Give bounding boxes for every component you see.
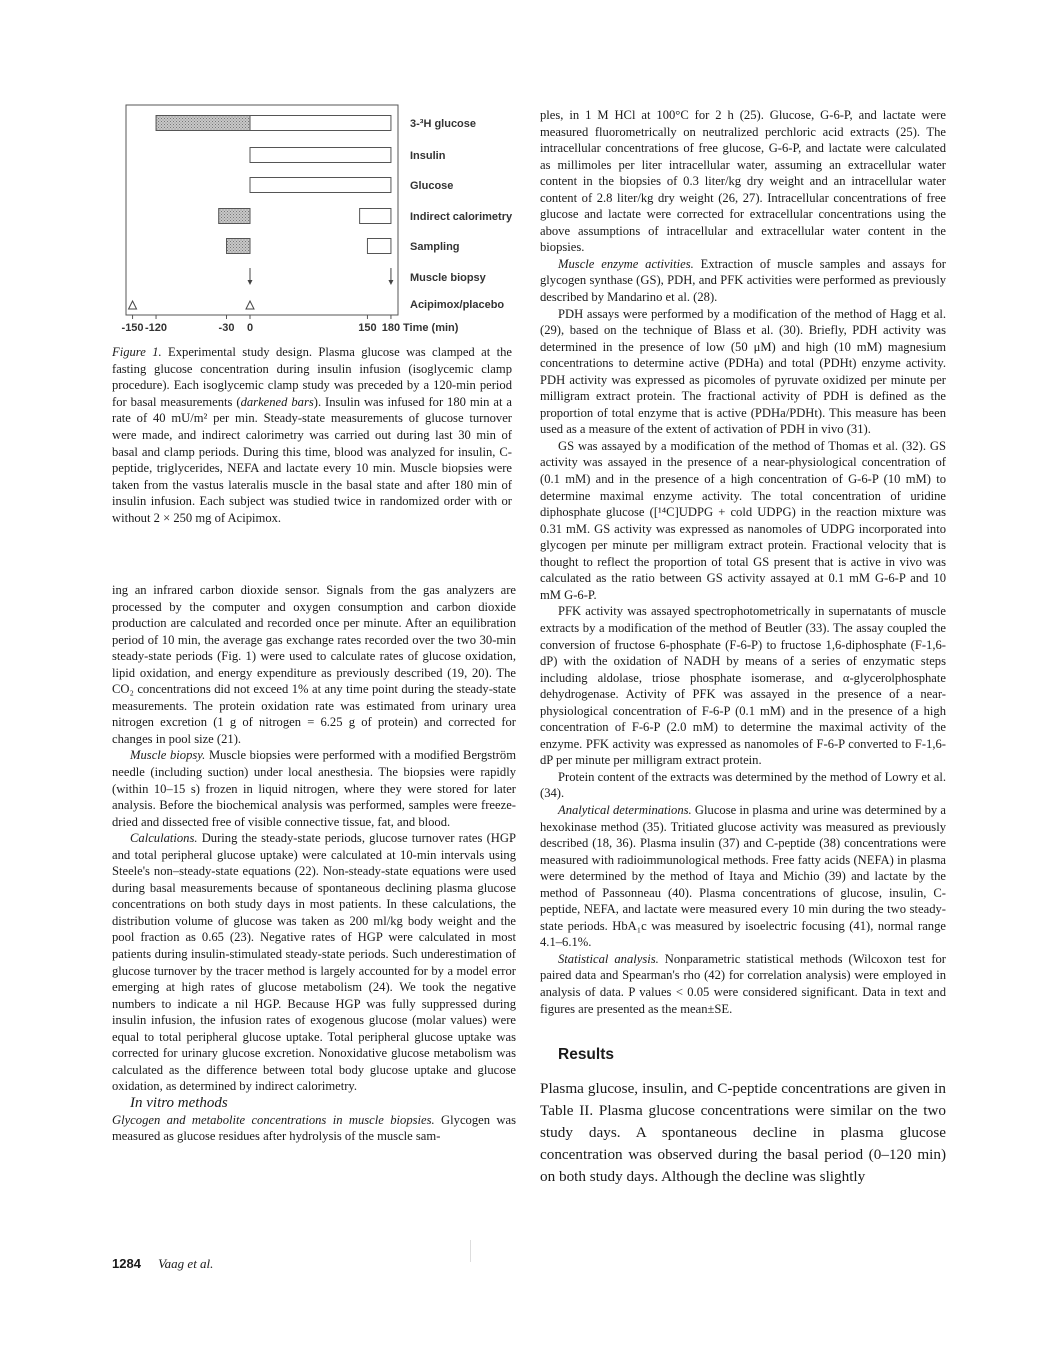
caption-italic: darkened bars <box>240 394 314 409</box>
page-number: 1284 <box>112 1256 141 1271</box>
basal-period-bar <box>156 116 250 131</box>
runin-heading: Muscle enzyme activities. <box>558 256 694 271</box>
clamp-period-bar <box>367 239 390 254</box>
runin-heading: Glycogen and metabolite concentrations in muscle biopsies. <box>112 1112 435 1127</box>
row-label: Acipimox/placebo <box>410 299 505 311</box>
axis-tick-label: 150 <box>358 322 377 334</box>
runin-heading: Calculations. <box>130 831 198 846</box>
paragraph-text: Extraction of muscle samples and assays for glycogen synthase (GS), PDH, and PFK activities were performed as previously described by Mandarino et al. (28). <box>540 256 946 305</box>
paragraph-glycogen <box>112 1112 516 1145</box>
running-authors: Vaag et al. <box>158 1256 214 1271</box>
paragraph-statistics <box>540 951 946 1017</box>
runin-heading: Analytical determinations. <box>558 802 692 817</box>
right-column <box>540 107 946 1188</box>
clamp-period-bar <box>360 209 391 224</box>
paragraph-analytical <box>540 802 946 951</box>
row-label: Sampling <box>410 241 460 253</box>
paragraph-pdh: PDH assays were performed by a modification of the method of Hagg et al. (29), based on the technique of Blass et al. (30). Briefly, PDH activity was determined in the presence of low (50 μM) and high (10 mM) magnesium concentrations to determine active (PDHa) and total (PDHt) enzyme activity. PDH activity was expressed as picomoles of pyruvate oxidized per minute per milligram extract protein. The fractional activity of PDH is defined as the proportion of total enzyme that is active (PDHa/PDHt). This measure has been used as a measure of the extent of activation of PDH in vivo (31). <box>540 306 946 437</box>
paragraph-text: Muscle biopsies were performed with a modified Bergström needle (including suction) under local anesthesia. The biopsies were rapidly (within 10–15 s) frozen in liquid nitrogen, where they were stored for later analysis. Before the biochemical analysis was performed, samples were freeze-dried and dissected free of visible connective tissue, fat, and blood. <box>112 748 516 829</box>
caption-text-2: ). Insulin was infused for 180 min at a rate of 40 mU/m² per min. Steady-state measurements of glucose turnover were made, and indirect calorimetry was carried out during last 30 min of basal and clamp periods. During this time, blood was analyzed for insulin, C-peptide, triglycerides, NEFA and lactate every 10 min. Muscle biopsies were taken from the vastus lateralis muscle in the basal state and after 180 min of insulin infusion. Each subject was studied twice in randomized order with or without 2 × 250 mg of Acipimox. <box>112 394 512 525</box>
axis-tick-label: -150 <box>121 322 144 334</box>
row-label: Insulin <box>410 150 446 162</box>
paragraph-results: Plasma glucose, insulin, and C-peptide concentrations are given in Table II. Plasma glucose concentrations were similar on the two study days. A spontaneous decline in plasma glucose concentration was observed during the basal period (0–120 min) on both study days. Although the decline was slightly <box>540 1079 946 1185</box>
page-footer <box>112 1256 213 1272</box>
basal-period-bar <box>219 209 250 224</box>
axis-tick-label: -120 <box>145 322 168 334</box>
row-label: 3-³H glucose <box>410 118 477 130</box>
row-label: Indirect calorimetry <box>410 211 513 223</box>
axis-tick-label: 0 <box>246 322 254 334</box>
dose-triangle-icon <box>246 301 254 309</box>
caption-text: Experimental study design. Plasma glucose was clamped at the fasting glucose concentration during insulin infusion (isoglycemic clamp procedure). Each isoglycemic clamp study was preceded by a 120-min period for basal measurements ( <box>112 345 512 409</box>
clamp-period-bar <box>250 178 391 193</box>
paragraph-metabolites: ples, in 1 M HCl at 100°C for 2 h (25). Glucose, G-6-P, and lactate were measured fluorometrically on neutralized perchloric acid extracts (25). The intracellular concentrations of free glucose, G-6-P, and lactate were calculated as millimoles per liter intracellular water, assuming an extracellular water content in the biopsies of 0.3 liter/kg dry weight and an intracellular water content of 2.8 liter/kg dry weight (26, 27). Intracellular concentrations of free glucose and lactate were corrected for extracellular concentrations using the above assumptions of intracellular and extracellular water content in the biopsies. <box>540 108 946 255</box>
dose-triangle-icon <box>129 301 137 309</box>
paragraph-enzyme-activities <box>540 256 946 306</box>
divider <box>470 1240 471 1262</box>
section-heading-in-vitro: In vitro methods <box>130 1094 228 1111</box>
clamp-period-bar <box>250 148 391 163</box>
paragraph-protein: Protein content of the extracts was determined by the method of Lowry et al. (34). <box>540 769 946 801</box>
paragraph-text: During the steady-state periods, glucose turnover rates (HGP and total peripheral glucose uptake) were calculated at 10-min intervals using Steele's non–steady-state equations (22). Non-steady-state equations were used during basal measurements because of spontaneous declining plasma glucose concentrations on both study days in most patients. In these calculations, the distribution volume of glucose was taken as 200 ml/kg body weight and the pool fraction as 0.65 (23). Negative rates of HGP were calculated in most patients during insulin-stimulated steady-state periods. Such underestimation of glucose turnover by the tracer method is largely accounted for by a model error emerging at high rates of glucose metabolism (24). We took the negative numbers to indicate a nil HGP. Because HGP was fully suppressed during insulin infusion, the infusion rates of exogenous glucose (molar values) were equal to total peripheral glucose uptake. Total peripheral glucose uptake was corrected for urinary glucose excretion. Nonoxidative glucose metabolism was calculated as the difference between total body glucose uptake and glucose oxidation, as determined by indirect calorimetry. <box>112 831 516 1094</box>
paragraph-gas-exchange: ing an infrared carbon dioxide sensor. Signals from the gas analyzers are processed by the computer and oxygen consumption and carbon dioxide production are calculated and recorded once per minute. After an equilibration period of 10 min, the average gas exchange rates recorded over the two 30-min steady-state periods (Fig. 1) were used to calculate rates of glucose oxidation, lipid oxidation, and energy expenditure as previously described (19, 20). The CO₂ concentrations did not exceed 1% at any time point during the steady-state measurements. The protein oxidation rate was estimated from urinary urea nitrogen excretion (1 g of nitrogen = 6.25 g of protein) and corrected for changes in pool size (21). <box>112 583 516 746</box>
axis-tick-label: 180 <box>381 322 401 334</box>
paragraph-calculations <box>112 830 516 1095</box>
axis-unit-label: Time (min) <box>403 322 459 334</box>
paragraph-muscle-biopsy <box>112 747 516 830</box>
runin-heading: Muscle biopsy. <box>130 748 206 763</box>
axis-tick-label: -30 <box>218 322 235 334</box>
paragraph-text: Glycogen was measured as glucose residues after hydrolysis of the muscle sam- <box>112 1112 516 1144</box>
study-design-diagram <box>110 100 530 340</box>
paragraph-text: Glucose in plasma and urine was determined by a hexokinase method (35). Tritiated glucose activity was measured as previously described (18, 36). Plasma insulin (37) and C-peptide (38) concentrations were measured with radioimmunological methods. Free fatty acids (NEFA) in plasma were determined by the method of Itaya and Michio (39) and lactate by the method of Passonneau (40). Plasma concentrations of glucose, insulin, C-peptide, NEFA, and lactate were measured every 10 min during the two steady-state periods. HbA₁c was measured by isoelectric focusing (41), normal range 4.1–6.1%. <box>540 802 946 950</box>
caption-label: Figure 1. <box>112 345 162 359</box>
figure-1-study-design <box>110 100 530 340</box>
paragraph-pfk: PFK activity was assayed spectrophotometrically in supernatants of muscle extracts by a modification of the method of Beutler (33). The assay coupled the conversion of fructose 6-phosphate (F-6-P) to fructose 1,6-diphosphate (F-1,6-dP) with the oxidation of NADH by means of a series of enzymatic steps including aldolase, triose phosphate isomerase, and α-glycerolphosphate dehydrogenase. Activity of PFK was assayed in the presence of a near-physiological concentration of F-6-P (0.1 mM) and in the presence of a high concentration of F-6-P (2.0 mM) to determine the maximal activity of the enzyme. PFK activity was expressed as nanomoles of F-6-P converted to F-1,6-dP per minute per milligram extract protein. <box>540 604 946 768</box>
row-label: Glucose <box>410 180 454 192</box>
runin-heading: Statistical analysis. <box>558 951 659 966</box>
paragraph-text: Nonparametric statistical methods (Wilcoxon test for paired data and Spearman's rho (42) for correlation analysis) were employed in analysis of data. P values < 0.05 were considered significant. Data in text and figures are presented as the mean±SE. <box>540 951 947 1016</box>
basal-period-bar <box>227 239 250 254</box>
clamp-period-bar <box>250 116 391 131</box>
row-label: Muscle biopsy <box>410 272 486 284</box>
arrowhead-icon <box>388 280 393 285</box>
left-column <box>112 582 516 1145</box>
section-heading-results: Results <box>558 1046 614 1064</box>
arrowhead-icon <box>248 280 253 285</box>
diagram-frame <box>126 105 398 315</box>
paragraph-gs: GS was assayed by a modification of the method of Thomas et al. (32). GS activity was assayed in the presence of a near-physiological concentration of (0.1 mM) and in the presence of a high concentration of G-6-P (10 mM) to determine maximal enzyme activity. The total concentration of uridine diphosphate glucose ([¹⁴C]UDPG + cold UDPG) in the reaction mixture was 0.31 mM. GS activity was expressed as nanomoles of UDPG incorporated into glycogen per minute per milligram extract protein. Fractional velocity that is thought to reflect the proportion of total GS present that is active in vivo was calculated as the ratio between GS activity assayed at 0.1 mM G-6-P and 10 mM G-6-P. <box>540 438 946 602</box>
figure-caption <box>112 344 512 527</box>
